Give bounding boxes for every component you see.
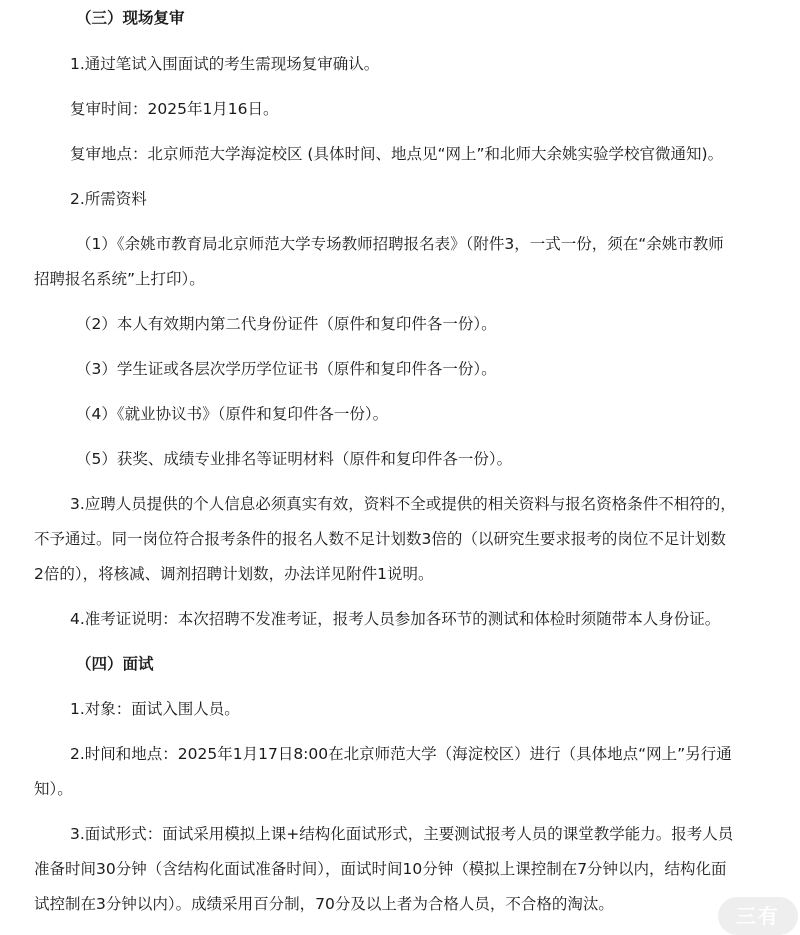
section-3-heading: （三）现场复审: [76, 9, 185, 27]
material-item-1-line-2: 招聘报名系统”上打印）。: [34, 270, 205, 288]
paragraph-interview-target: 1.对象：面试入围人员。: [70, 700, 240, 718]
material-item-3: （3）学生证或各层次学历学位证书（原件和复印件各一份）。: [76, 360, 497, 378]
paragraph-interview-format-line-2: 准备时间30分钟（含结构化面试准备时间），面试时间10分钟（模拟上课控制在7分钟以内，结构化面: [34, 860, 727, 878]
material-item-2: （2）本人有效期内第二代身份证件（原件和复印件各一份）。: [76, 315, 497, 333]
paragraph-interview-time-line-1: 2.时间和地点：2025年1月17日8:00在北京师范大学（海淀校区）进行（具体地点“网上”另行通: [70, 745, 732, 763]
material-item-4: （4）《就业协议书》（原件和复印件各一份）。: [76, 405, 389, 423]
paragraph-info-validity-line-2: 不予通过。同一岗位符合报考条件的报名人数不足计划数3倍的（以研究生要求报考的岗位不足计划数: [34, 530, 726, 548]
watermark-logo: 三有: [718, 897, 798, 935]
paragraph-review-time: 复审时间：2025年1月16日。: [70, 100, 279, 118]
paragraph-interview-format-line-3: 试控制在3分钟以内）。成绩采用百分制，70分及以上者为合格人员，不合格的淘汰。: [34, 895, 614, 913]
paragraph-interview-format-line-1: 3.面试形式：面试采用模拟上课+结构化面试形式，主要测试报考人员的课堂教学能力。报考人员: [70, 825, 734, 843]
section-4-heading: （四）面试: [76, 655, 154, 673]
paragraph-review-confirm: 1.通过笔试入围面试的考生需现场复审确认。: [70, 55, 380, 73]
paragraph-interview-time-line-2: 知）。: [34, 780, 73, 798]
paragraph-info-validity-line-3: 2倍的），将核减、调剂招聘计划数，办法详见附件1说明。: [34, 565, 434, 583]
paragraph-required-materials: 2.所需资料: [70, 190, 147, 208]
paragraph-info-validity-line-1: 3.应聘人员提供的个人信息必须真实有效，资料不全或提供的相关资料与报名资格条件不相符的，: [70, 495, 736, 513]
paragraph-admission-ticket: 4.准考证说明：本次招聘不发准考证，报考人员参加各环节的测试和体检时须随带本人身份证。: [70, 610, 721, 628]
paragraph-review-location: 复审地点：北京师范大学海淀校区 (具体时间、地点见“网上”和北师大余姚实验学校官微通知)。: [70, 145, 724, 163]
material-item-5: （5）获奖、成绩专业排名等证明材料（原件和复印件各一份）。: [76, 450, 513, 468]
material-item-1-line-1: （1）《余姚市教育局北京师范大学专场教师招聘报名表》（附件3，一式一份，须在“余姚市教师: [76, 235, 724, 253]
